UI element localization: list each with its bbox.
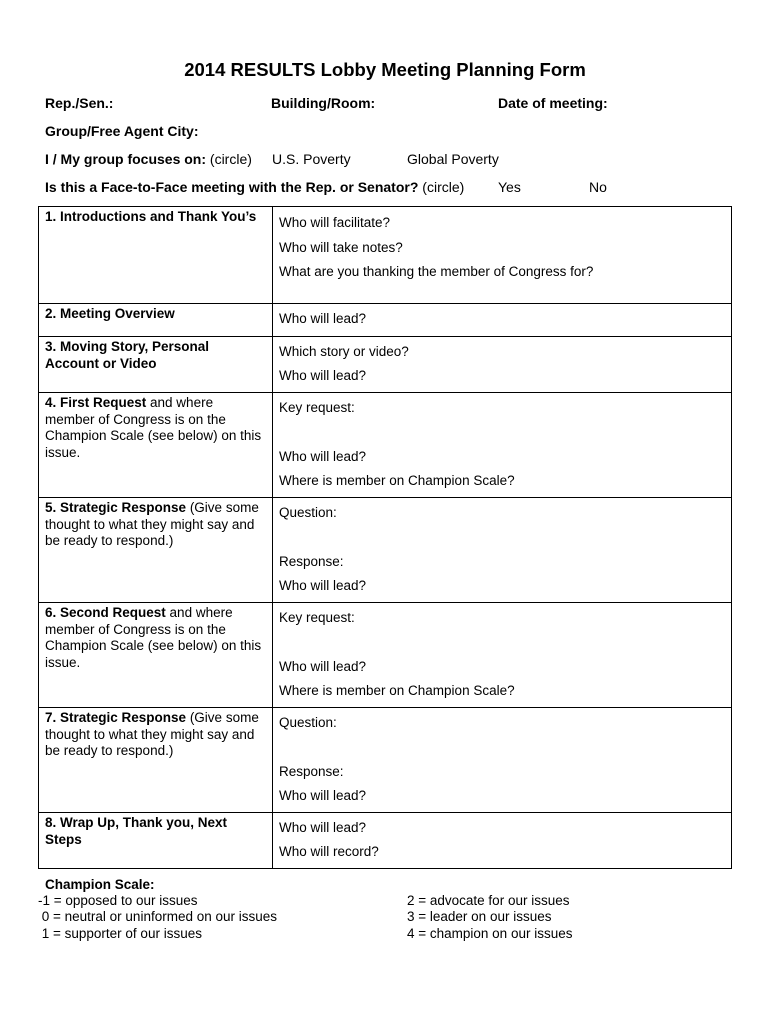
prompt: Who will lead?	[279, 820, 367, 835]
section-prompts[interactable]	[273, 498, 732, 603]
section-label	[39, 708, 273, 813]
face-option-no[interactable]: No	[589, 179, 607, 195]
section-row	[39, 304, 732, 337]
section-prompts[interactable]	[273, 813, 732, 869]
focus-question	[45, 151, 252, 167]
prompt: Response:	[279, 763, 344, 779]
prompt: Who will lead?	[279, 448, 367, 464]
scale-item: 0 = neutral or uninformed on our issues	[38, 909, 278, 925]
focus-hint: (circle)	[206, 151, 252, 167]
section-desc: (Give some thought to what they might say and be ready to respond.)	[45, 500, 259, 549]
section-label	[39, 304, 273, 337]
section-desc: and where member of Congress is on the Champion Scale (see below) on this issue.	[45, 395, 262, 460]
face-label: Is this a Face-to-Face meeting with the Rep. or Senator?	[45, 179, 419, 195]
group-label: Group/Free Agent City:	[45, 123, 199, 139]
scale-item: 3 = leader on our issues	[407, 909, 552, 925]
prompt: Question:	[279, 505, 337, 520]
prompt: Who will facilitate?	[279, 215, 391, 230]
face-option-yes[interactable]: Yes	[498, 179, 521, 195]
focus-label: I / My group focuses on:	[45, 151, 207, 167]
prompt: Who will record?	[279, 843, 379, 859]
section-title: 5. Strategic Response	[45, 500, 187, 515]
prompt: Where is member on Champion Scale?	[279, 473, 515, 489]
champion-scale-right	[407, 893, 572, 942]
face-hint: (circle)	[418, 179, 465, 195]
section-row	[39, 337, 732, 393]
section-desc: (Give some thought to what they might say and be ready to respond.)	[45, 710, 259, 759]
section-label	[39, 207, 273, 304]
section-title: 8. Wrap Up, Thank you, Next Steps	[45, 815, 228, 847]
section-row	[39, 393, 732, 498]
section-prompts[interactable]	[273, 304, 732, 337]
section-label	[39, 393, 273, 498]
focus-option-global[interactable]: Global Poverty	[407, 151, 499, 167]
focus-option-us[interactable]: U.S. Poverty	[272, 151, 351, 167]
building-label: Building/Room:	[271, 95, 376, 111]
champion-scale-heading: Champion Scale:	[45, 877, 155, 892]
section-title: 1. Introductions and Thank You’s	[45, 209, 257, 224]
section-row	[39, 813, 732, 869]
prompt: Who will lead?	[279, 788, 367, 804]
section-row	[39, 498, 732, 603]
prompt: Key request:	[279, 610, 355, 625]
section-prompts[interactable]	[273, 207, 732, 304]
section-prompts[interactable]	[273, 708, 732, 813]
section-label	[39, 813, 273, 869]
date-label: Date of meeting:	[498, 95, 608, 111]
section-row	[39, 207, 732, 304]
prompt: Question:	[279, 715, 337, 730]
rep-label: Rep./Sen.:	[45, 95, 114, 111]
prompt: Who will lead?	[279, 367, 367, 383]
section-row	[39, 603, 732, 708]
section-label	[39, 603, 273, 708]
section-label	[39, 337, 273, 393]
section-prompts[interactable]	[273, 337, 732, 393]
page-title: 2014 RESULTS Lobby Meeting Planning Form	[184, 59, 586, 80]
prompt: Which story or video?	[279, 344, 409, 359]
section-title: 2. Meeting Overview	[45, 306, 175, 321]
prompt: What are you thanking the member of Congress for?	[279, 264, 594, 280]
section-prompts[interactable]	[273, 393, 732, 498]
prompt: Where is member on Champion Scale?	[279, 683, 515, 699]
section-title: 4. First Request	[45, 395, 147, 410]
prompt: Response:	[279, 553, 344, 569]
scale-item: 1 = supporter of our issues	[38, 925, 202, 941]
prompt: Who will take notes?	[279, 239, 403, 255]
scale-item: 4 = champion on our issues	[407, 925, 573, 941]
section-title: 6. Second Request	[45, 605, 166, 620]
scale-item: -1 = opposed to our issues	[38, 893, 198, 908]
champion-scale-left	[38, 893, 277, 942]
face-question	[45, 179, 464, 195]
section-desc: and where member of Congress is on the Champion Scale (see below) on this issue.	[45, 605, 262, 670]
section-prompts[interactable]	[273, 603, 732, 708]
prompt: Who will lead?	[279, 658, 367, 674]
section-row	[39, 708, 732, 813]
prompt: Who will lead?	[279, 311, 367, 326]
prompt: Who will lead?	[279, 578, 367, 594]
section-title: 3. Moving Story, Personal Account or Video	[45, 339, 210, 371]
section-label	[39, 498, 273, 603]
section-title: 7. Strategic Response	[45, 710, 187, 725]
scale-item: 2 = advocate for our issues	[407, 893, 570, 908]
prompt: Key request:	[279, 400, 355, 415]
planning-table	[38, 206, 732, 869]
